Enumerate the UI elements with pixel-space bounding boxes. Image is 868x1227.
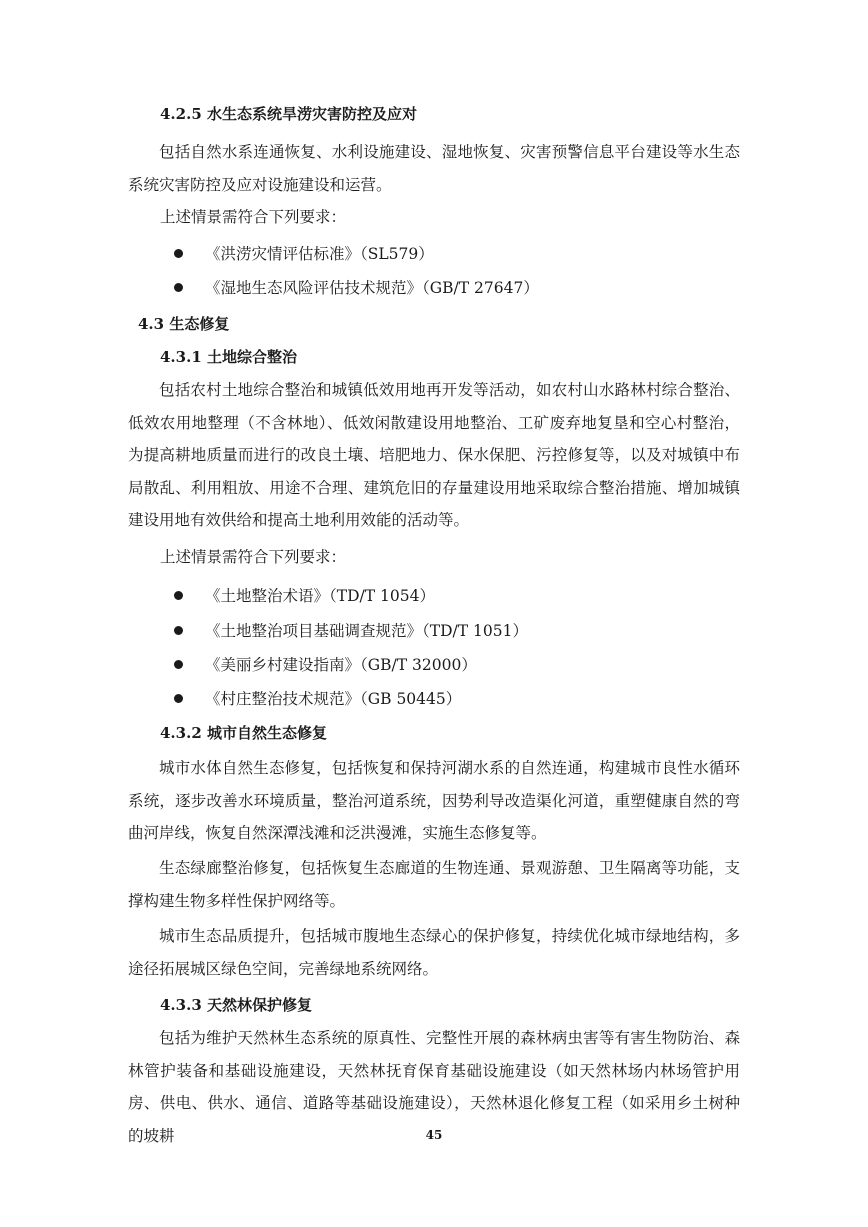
paragraph-4-2-5: 包括自然水系连通恢复、水利设施建设、湿地恢复、灾害预警信息平台建设等水生态系统灾害防控及应对设施建设和运营。 bbox=[128, 143, 740, 194]
requirements-intro: 上述情景需符合下列要求： bbox=[160, 208, 347, 226]
heading-4-2-5: 4.2.5 水生态系统旱涝灾害防控及应对 bbox=[160, 105, 417, 123]
bullet-item: 《洪涝灾情评估标准》（SL579） bbox=[174, 242, 434, 264]
bullet-dot-icon bbox=[174, 249, 183, 258]
heading-4-3: 4.3 生态修复 bbox=[138, 315, 230, 333]
heading-4-3-2: 4.3.2 城市自然生态修复 bbox=[160, 724, 327, 742]
paragraph-4-3-2-a: 城市水体自然生态修复，包括恢复和保持河湖水系的自然连通，构建城市良性水循环系统，逐步改善水环境质量，整治河道系统，因势利导改造渠化河道，重塑健康自然的弯曲河岸线，恢复自然深潭浅滩和泛洪漫滩，实施生态修复等。 bbox=[128, 759, 740, 842]
heading-4-3-3: 4.3.3 天然林保护修复 bbox=[160, 996, 312, 1014]
paragraph-4-3-3: 包括为维护天然林生态系统的原真性、完整性开展的森林病虫害等有害生物防治、森林管护装备和基础设施建设，天然林抚育保育基础设施建设（如天然林场内林场管护用房、供电、供水、通信、道路等基础设施建设），天然林退化修复工程（如采用乡土树种的坡耕 bbox=[128, 1029, 740, 1145]
bullet-item: 《土地整治术语》（TD/T 1054） bbox=[174, 584, 435, 606]
bullet-item: 《美丽乡村建设指南》（GB/T 32000） bbox=[174, 653, 477, 675]
page-number: 45 bbox=[425, 1128, 443, 1142]
bullet-item: 《湿地生态风险评估技术规范》（GB/T 27647） bbox=[174, 276, 539, 298]
paragraph-4-3-1: 包括农村土地综合整治和城镇低效用地再开发等活动，如农村山水路林村综合整治、低效农用地整理（不含林地）、低效闲散建设用地整治、工矿废弃地复垦和空心村整治，为提高耕地质量而进行的改良土壤、培肥地力、保水保肥、污控修复等，以及对城镇中布局散乱、利用粗放、用途不合理、建筑危旧的存量建设用地采取综合整治措施、增加城镇建设用地有效供给和提高土地利用效能的活动等。 bbox=[128, 381, 740, 529]
bullet-item: 《土地整治项目基础调查规范》（TD/T 1051） bbox=[174, 619, 528, 641]
paragraph-4-3-2-b: 生态绿廊整治修复，包括恢复生态廊道的生物连通、景观游憩、卫生隔离等功能，支撑构建生物多样性保护网络等。 bbox=[128, 859, 740, 910]
bullet-dot-icon bbox=[174, 283, 183, 292]
requirements-intro: 上述情景需符合下列要求： bbox=[160, 548, 347, 566]
bullet-item: 《村庄整治技术规范》（GB 50445） bbox=[174, 687, 461, 709]
paragraph-4-3-2-c: 城市生态品质提升，包括城市腹地生态绿心的保护修复，持续优化城市绿地结构，多途径拓展城区绿色空间，完善绿地系统网络。 bbox=[128, 927, 740, 978]
bullet-dot-icon bbox=[174, 660, 183, 669]
bullet-dot-icon bbox=[174, 694, 183, 703]
heading-4-3-1: 4.3.1 土地综合整治 bbox=[160, 348, 297, 366]
bullet-dot-icon bbox=[174, 626, 183, 635]
bullet-dot-icon bbox=[174, 591, 183, 600]
